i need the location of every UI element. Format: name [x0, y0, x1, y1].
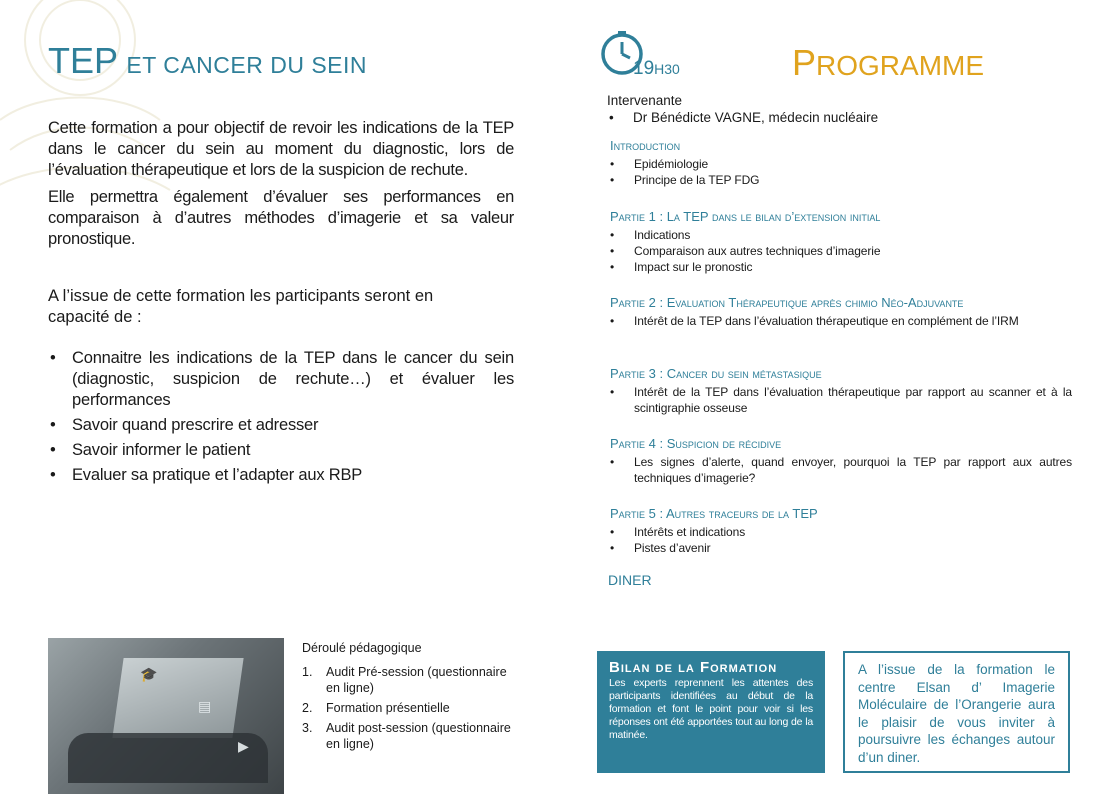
programme-initial: P: [792, 42, 817, 83]
graduation-cap-icon: 🎓: [140, 666, 158, 682]
speaker-label: Intervenante: [607, 93, 683, 108]
bilan-title: Bilan de la Formation: [609, 659, 778, 676]
deroule-pedagogique: [302, 640, 520, 756]
programme-rest: ROGRAMME: [816, 50, 985, 81]
objective-item: • Evaluer sa pratique et l’adapter aux RBP: [48, 465, 514, 486]
objective-item: • Savoir quand prescrire et adresser: [48, 415, 514, 436]
time-hour: 19: [633, 58, 655, 79]
section-partie-5: [610, 506, 1072, 556]
section-title: Partie 3 : Cancer du sein métastasique: [610, 366, 822, 381]
objective-item: • Connaitre les indications de la TEP dans le cancer du sein (diagnostic, suspicion de rechute…) et évaluer les performances: [48, 348, 514, 411]
section-item: • Principe de la TEP FDG: [610, 172, 1072, 188]
section-list: [610, 524, 1072, 556]
section-list: [610, 313, 1072, 329]
deroule-text: Formation présentielle: [326, 701, 450, 715]
deroule-text: Audit post-session (questionnaire en ligne): [326, 721, 511, 751]
deroule-num: 3.: [302, 721, 313, 735]
section-partie-4: [610, 436, 1072, 486]
section-list: [610, 156, 1072, 188]
intro-paragraph-1: Cette formation a pour objectif de revoir les indications de la TEP dans le cancer du sein au moment du diagnostic, lors de l’évaluation thérapeutique et lors de la suspicion de rechute.: [48, 119, 514, 179]
deroule-list: [302, 664, 520, 752]
section-item: • Comparaison aux autres techniques d’imagerie: [610, 243, 1072, 259]
title-tep: TEP: [48, 40, 119, 81]
section-list: [610, 384, 1072, 416]
section-list: [610, 227, 1072, 275]
deroule-text: Audit Pré-session (questionnaire en ligne): [326, 665, 507, 695]
diner-label: DINER: [608, 572, 652, 588]
objectives-lead: A l’issue de cette formation les participants seront en capacité de :: [48, 287, 434, 326]
page-title: [48, 40, 367, 82]
section-item: • Impact sur le pronostic: [610, 259, 1072, 275]
time-minutes: H30: [654, 61, 680, 77]
objectives-list: [48, 348, 514, 490]
section-item: • Pistes d’avenir: [610, 540, 1072, 556]
section-partie-3: [610, 366, 1072, 416]
section-item: • Indications: [610, 227, 1072, 243]
section-title: Partie 1 : La TEP dans le bilan d’extension initial: [610, 209, 881, 224]
section-title: Introduction: [610, 138, 681, 153]
bilan-text: Les experts reprennent les attentes des participants identifiées au début de la formation et font le point pour voir si les réponses ont été apportées tout au long de la matinée.: [609, 677, 813, 741]
section-title: Partie 2 : Evaluation Thérapeutique après chimio Néo-Adjuvante: [610, 295, 964, 310]
section-item: • Intérêt de la TEP dans l’évaluation thérapeutique par rapport au scanner et à la scintigraphie osseuse: [610, 384, 1072, 416]
title-subject: ET CANCER DU SEIN: [126, 52, 368, 78]
section-title: Partie 4 : Suspicion de récidive: [610, 436, 782, 451]
closing-box: A l’issue de la formation le centre Elsan d’ Imagerie Moléculaire de l’Orangerie aura le plaisir de vous inviter à poursuivre les échanges autour d’un diner.: [843, 651, 1070, 773]
document-icon: ▤: [198, 698, 212, 714]
section-introduction: [610, 138, 1072, 188]
deroule-num: 1.: [302, 665, 313, 679]
play-icon: ▶: [238, 738, 249, 754]
section-item: • Epidémiologie: [610, 156, 1072, 172]
deroule-item: [302, 700, 520, 716]
section-partie-2: [610, 295, 1072, 329]
deroule-title: Déroulé pédagogique: [302, 641, 422, 655]
deroule-item: [302, 664, 520, 696]
speaker-name: • Dr Bénédicte VAGNE, médecin nucléaire: [607, 109, 1077, 126]
section-item: • Intérêt de la TEP dans l’évaluation thérapeutique en complément de l’IRM: [610, 313, 1072, 329]
speaker-list: [607, 109, 1077, 126]
section-item: • Intérêts et indications: [610, 524, 1072, 540]
section-item: • Les signes d’alerte, quand envoyer, pourquoi la TEP par rapport aux autres techniques d’imagerie?: [610, 454, 1072, 486]
start-time: [633, 58, 680, 80]
section-title: Partie 5 : Autres traceurs de la TEP: [610, 506, 818, 521]
speaker-block: [607, 92, 1077, 126]
intro-text: [48, 118, 514, 256]
programme-title: [792, 42, 984, 84]
section-partie-1: [610, 209, 1072, 275]
section-list: [610, 454, 1072, 486]
bilan-box: [597, 651, 825, 773]
objective-item: • Savoir informer le patient: [48, 440, 514, 461]
laptop-screen: [112, 658, 243, 738]
intro-paragraph-2: Elle permettra également d’évaluer ses performances en comparaison à d’autres méthodes d’imagerie et sa valeur pronostique.: [48, 188, 514, 248]
deroule-item: [302, 720, 520, 752]
deroule-num: 2.: [302, 701, 313, 715]
laptop-photo: [48, 638, 284, 794]
